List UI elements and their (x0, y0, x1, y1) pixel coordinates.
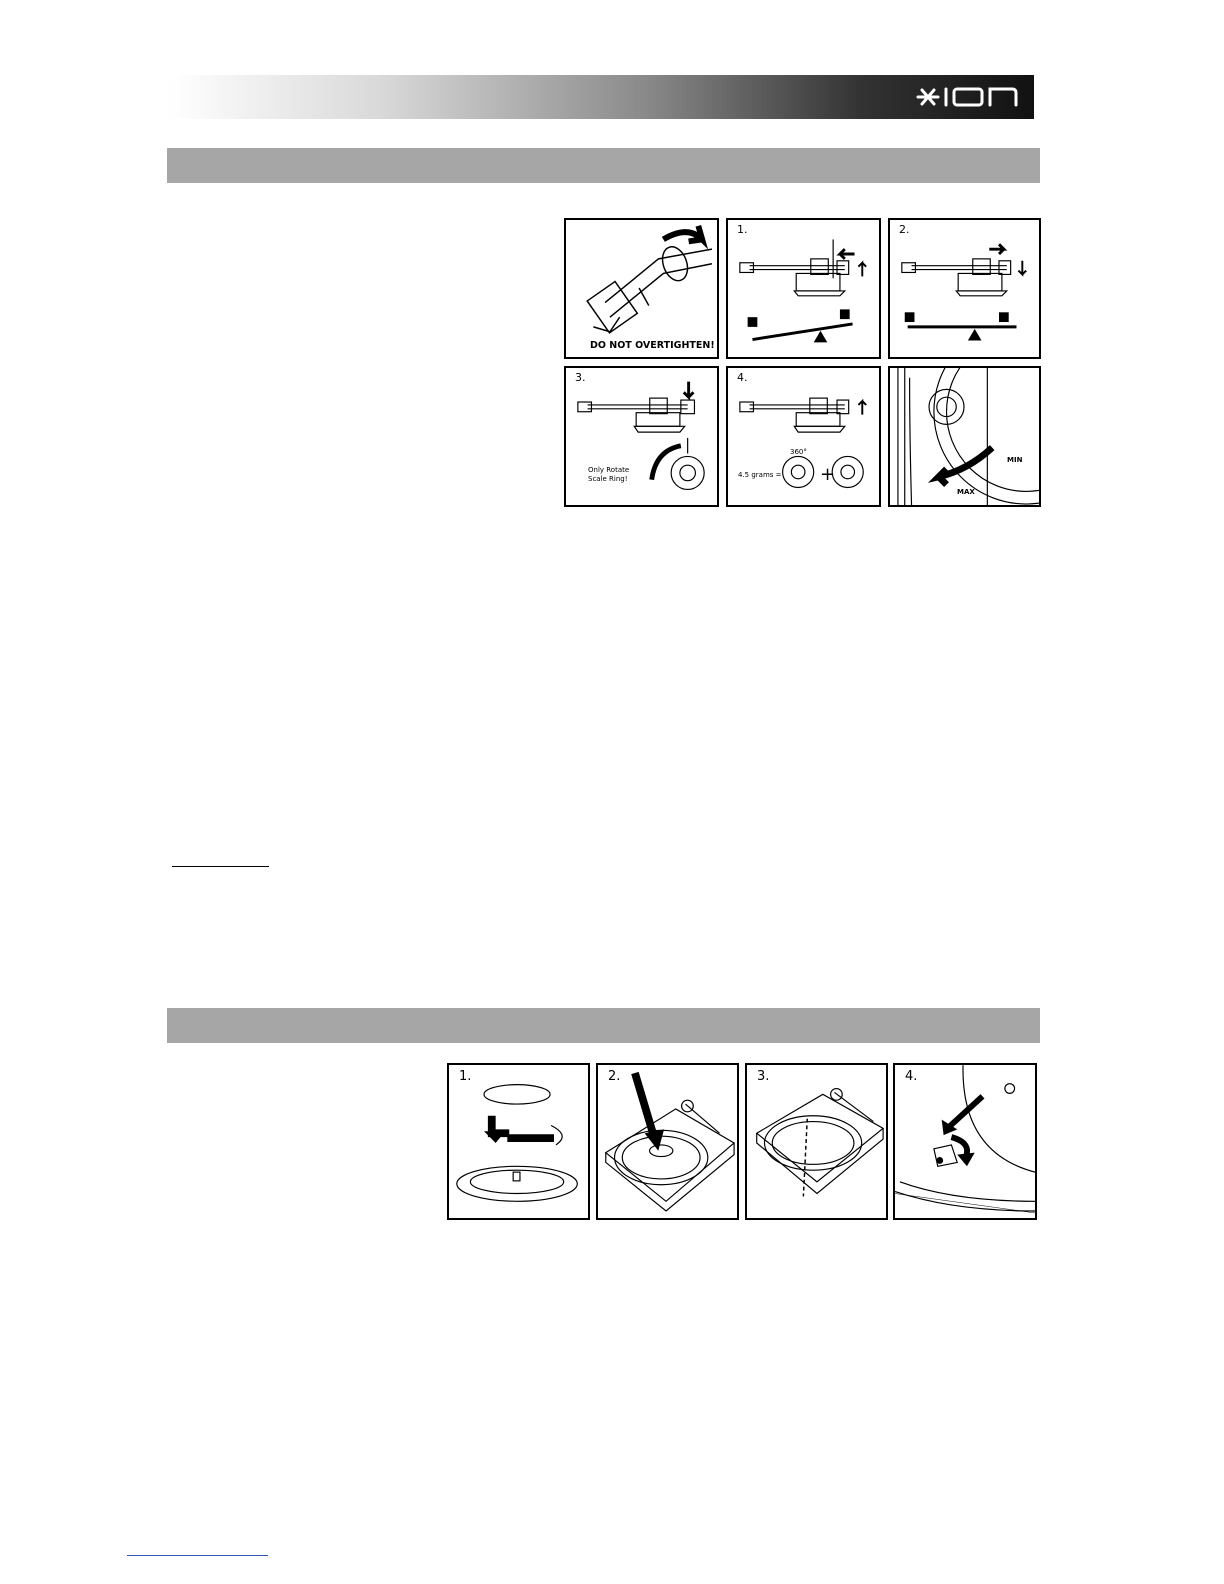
underline-rule (172, 866, 269, 867)
step-number: 4. (737, 371, 748, 384)
tracking-force-illustration (728, 368, 879, 505)
step-number: 3. (575, 371, 586, 384)
rotate-note-line2: Scale Ring! (588, 475, 628, 483)
panel-platter-step-1 (447, 1063, 590, 1220)
panel-step-3 (564, 366, 719, 507)
step-number: 3. (757, 1069, 770, 1084)
ion-logo (916, 81, 1026, 113)
panel-platter-step-4 (893, 1063, 1037, 1220)
section-header-platter (167, 1008, 1040, 1043)
step-number: 2. (608, 1069, 621, 1084)
panel-step-2 (888, 218, 1041, 359)
degrees-label: 360° (790, 448, 807, 456)
grams-label: 4.5 grams = (738, 471, 782, 479)
plus-sign: + (820, 464, 836, 485)
platter-lock-illustration (895, 1065, 1035, 1218)
footnote-rule (127, 1555, 268, 1556)
panel-anti-skate (888, 366, 1041, 507)
panel-step-4 (726, 366, 881, 507)
balance-step2-illustration (890, 220, 1039, 357)
header-banner (168, 75, 1034, 119)
slipmat-illustration (449, 1065, 588, 1218)
max-label: MAX (957, 488, 975, 496)
scale-ring-illustration (566, 368, 717, 505)
section-header-tonearm (167, 148, 1040, 183)
min-label: MIN (1007, 456, 1023, 464)
panel-platter-step-2 (596, 1063, 739, 1220)
panel-step-1 (726, 218, 881, 359)
rotate-note (588, 466, 629, 484)
platter-align-illustration (747, 1065, 886, 1218)
panel-platter-step-3 (745, 1063, 888, 1220)
anti-skate-dial-illustration (890, 368, 1039, 505)
platter-place-illustration (598, 1065, 737, 1218)
step-number: 4. (905, 1069, 918, 1084)
overtighten-warning: DO NOT OVERTIGHTEN! (590, 340, 715, 351)
panel-headshell (564, 218, 719, 359)
balance-step1-illustration (728, 220, 879, 357)
step-number: 2. (899, 223, 910, 236)
rotate-note-line1: Only Rotate (588, 466, 630, 474)
step-number: 1. (459, 1069, 472, 1084)
headshell-illustration (566, 220, 717, 357)
step-number: 1. (737, 223, 748, 236)
